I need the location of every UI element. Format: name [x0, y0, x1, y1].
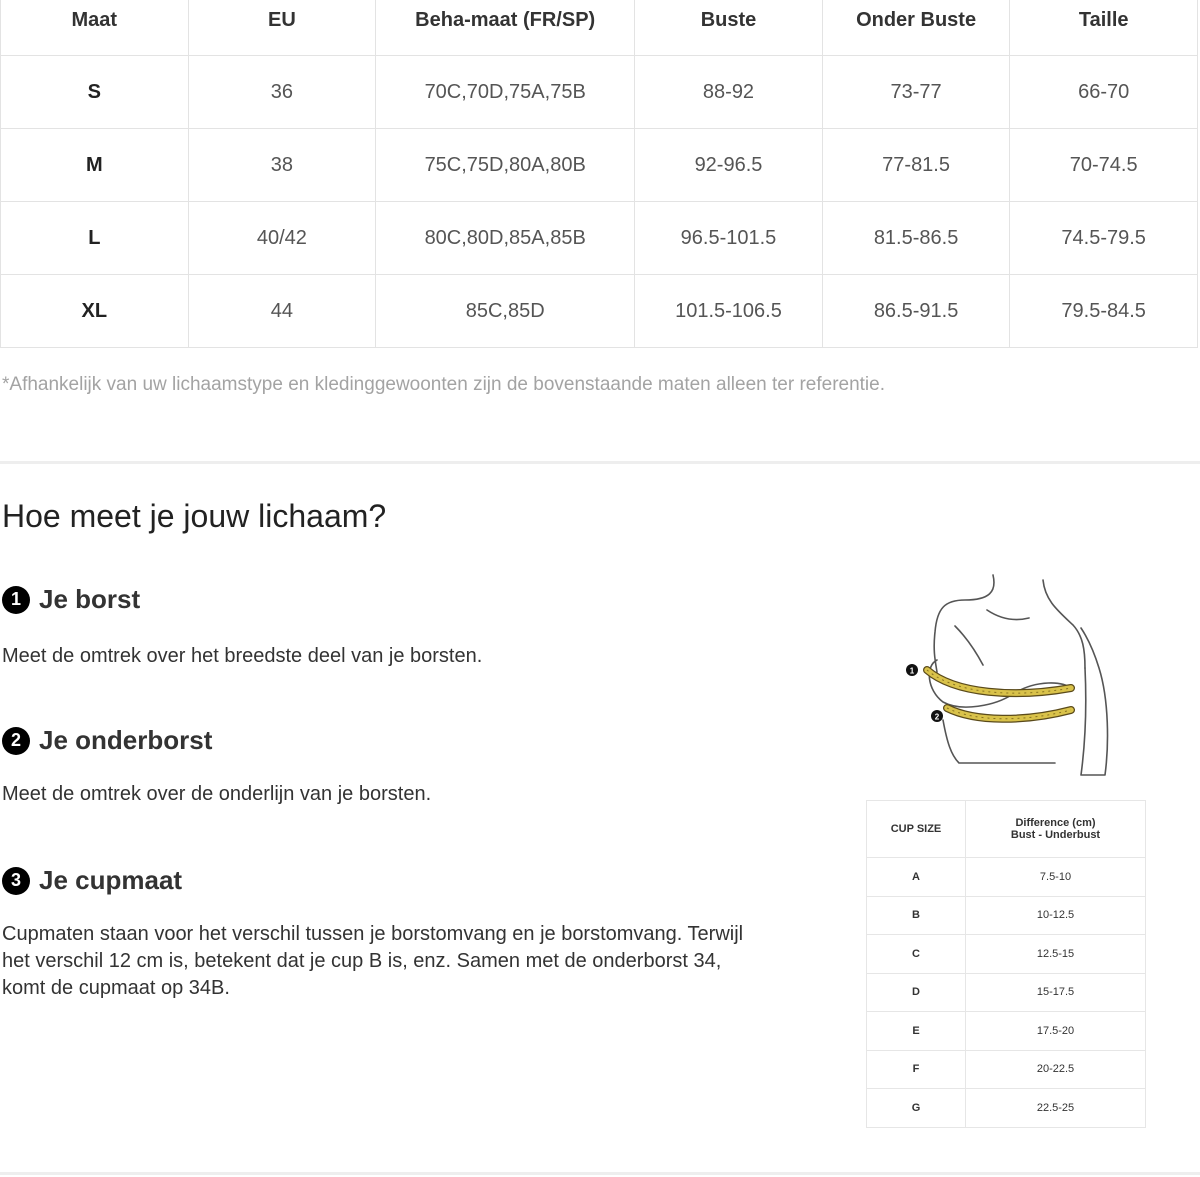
header-cell: Buste — [635, 0, 823, 56]
step-number-badge: 1 — [2, 586, 30, 614]
table-row — [867, 896, 1146, 935]
marker-1-label: 1 — [909, 666, 915, 676]
waist-cell: 74.5-79.5 — [1010, 202, 1198, 275]
table-row — [867, 1050, 1146, 1089]
step-heading — [2, 865, 182, 896]
bra-size-cell: 80C,80D,85A,85B — [376, 202, 635, 275]
difference-header-line2: Bust - Underbust — [1010, 829, 1101, 841]
header-cell: Maat — [1, 0, 189, 56]
cup-cell: A — [867, 858, 966, 897]
body-outline-armpit — [955, 626, 983, 665]
eu-cell: 38 — [188, 129, 376, 202]
underbust-cell: 77-81.5 — [822, 129, 1010, 202]
difference-cell: 12.5-15 — [966, 935, 1146, 974]
step-description: Meet de omtrek over de onderlijn van je borsten. — [2, 783, 432, 805]
table-row — [867, 1089, 1146, 1128]
body-measurement-illustration — [895, 570, 1125, 785]
body-outline-neck-right — [1043, 580, 1085, 668]
bottom-divider — [0, 1172, 1200, 1175]
table-row — [867, 858, 1146, 897]
reference-note: *Afhankelijk van uw lichaamstype en kledinggewoonten zijn de bovenstaande maten alleen ter referentie. — [2, 374, 885, 395]
step-description: Meet de omtrek over het breedste deel van je borsten. — [2, 645, 483, 667]
difference-cell: 22.5-25 — [966, 1089, 1146, 1128]
cup-cell: C — [867, 935, 966, 974]
underbust-cell: 86.5-91.5 — [822, 275, 1010, 348]
body-outline-right-arm — [1081, 628, 1107, 775]
cup-cell: D — [867, 973, 966, 1012]
cup-table-header — [867, 801, 1146, 858]
waist-cell: 79.5-84.5 — [1010, 275, 1198, 348]
bust-cell: 88-92 — [635, 56, 823, 129]
step-number-badge: 2 — [2, 727, 30, 755]
eu-cell: 36 — [188, 56, 376, 129]
cup-size-table — [866, 800, 1146, 1128]
bust-cell: 101.5-106.5 — [635, 275, 823, 348]
cup-cell: G — [867, 1089, 966, 1128]
underbust-cell: 73-77 — [822, 56, 1010, 129]
size-cell: XL — [1, 275, 189, 348]
size-table-header — [1, 0, 1198, 56]
body-outline-shoulder — [934, 575, 994, 672]
cup-size-header: CUP SIZE — [867, 801, 966, 858]
eu-cell: 44 — [188, 275, 376, 348]
underbust-cell: 81.5-86.5 — [822, 202, 1010, 275]
size-cell: L — [1, 202, 189, 275]
difference-cell: 7.5-10 — [966, 858, 1146, 897]
eu-cell: 40/42 — [188, 202, 376, 275]
table-row — [1, 202, 1198, 275]
table-row — [1, 275, 1198, 348]
size-cell: S — [1, 56, 189, 129]
waist-cell: 66-70 — [1010, 56, 1198, 129]
bra-size-cell: 85C,85D — [376, 275, 635, 348]
cup-cell: F — [867, 1050, 966, 1089]
difference-cell: 15-17.5 — [966, 973, 1146, 1012]
section-divider — [0, 461, 1200, 464]
step-title: Je cupmaat — [39, 865, 183, 895]
size-table — [0, 0, 1198, 348]
section-title: Hoe meet je jouw lichaam? — [2, 498, 387, 534]
step-heading — [2, 725, 212, 756]
bust-cell: 92-96.5 — [635, 129, 823, 202]
table-row — [867, 973, 1146, 1012]
table-row — [867, 935, 1146, 974]
cup-cell: B — [867, 896, 966, 935]
difference-header-line1: Difference (cm) — [1015, 817, 1096, 829]
step-heading — [2, 584, 140, 615]
body-outline-torso — [943, 720, 1055, 763]
header-cell: Taille — [1010, 0, 1198, 56]
waist-cell: 70-74.5 — [1010, 129, 1198, 202]
step-description: Cupmaten staan voor het verschil tussen je borstomvang en je borstomvang. Terwijl het verschil 12 cm is, betekent dat je cup B is, enz. Samen met de onderborst 34, komt de cupmaat op 34B. — [2, 923, 744, 999]
size-cell: M — [1, 129, 189, 202]
difference-cell: 10-12.5 — [966, 896, 1146, 935]
difference-cell: 17.5-20 — [966, 1012, 1146, 1051]
header-cell: EU — [188, 0, 376, 56]
bra-size-cell: 70C,70D,75A,75B — [376, 56, 635, 129]
step-title: Je borst — [39, 584, 141, 614]
bra-size-cell: 75C,75D,80A,80B — [376, 129, 635, 202]
difference-header — [966, 801, 1146, 858]
measuring-tape-underbust — [947, 708, 1071, 719]
step-number-badge: 3 — [2, 867, 30, 895]
table-row — [1, 129, 1198, 202]
bust-cell: 96.5-101.5 — [635, 202, 823, 275]
header-cell: Beha-maat (FR/SP) — [376, 0, 635, 56]
difference-cell: 20-22.5 — [966, 1050, 1146, 1089]
header-cell: Onder Buste — [822, 0, 1010, 56]
cup-cell: E — [867, 1012, 966, 1051]
marker-2-label: 2 — [934, 712, 940, 722]
body-outline-neckline — [987, 610, 1029, 620]
step-title: Je onderborst — [39, 725, 213, 755]
measuring-tape-bust — [927, 670, 1071, 693]
table-row — [1, 56, 1198, 129]
table-row — [867, 1012, 1146, 1051]
